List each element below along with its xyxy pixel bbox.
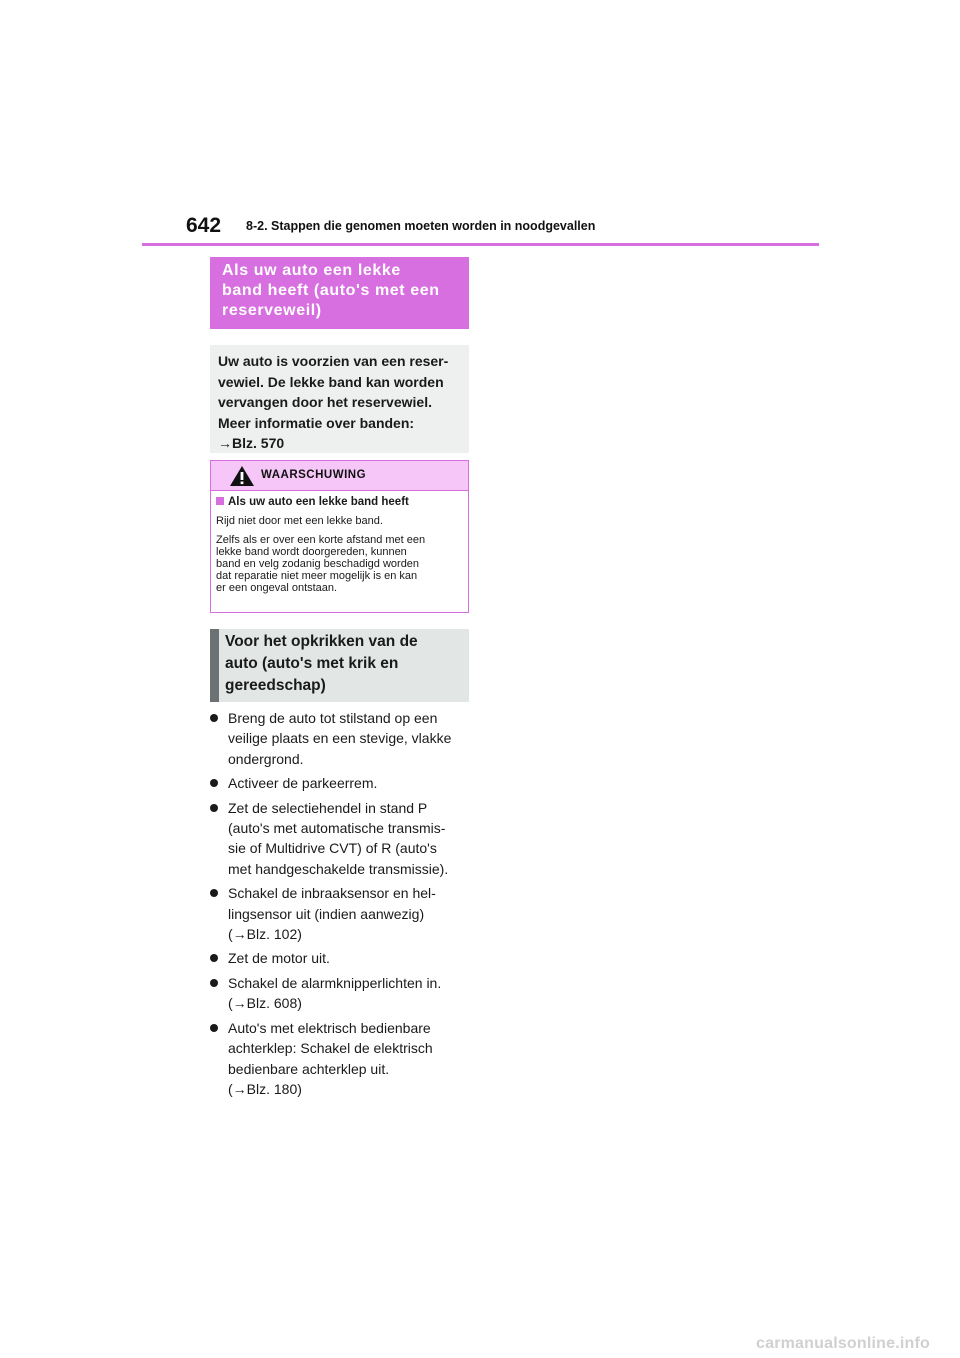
instruction-list [210,708,475,1103]
intro-line: vewiel. De lekke band kan worden [218,373,444,390]
bullet-icon [210,889,218,897]
warning-line: lekke band wordt doorgereden, kunnen [216,546,407,558]
heading-jacking-line: gereedschap) [225,677,326,694]
list-item-line: sie of Multidrive CVT) of R (auto's [228,840,437,857]
list-item-line: Zet de motor uit. [228,950,330,967]
list-item-page-reference: (→Blz. 608) [228,995,302,1012]
list-item-line: Schakel de alarmknipperlichten in. [228,975,442,992]
list-item [210,773,475,793]
list-item [210,973,475,1014]
header-divider [142,243,819,246]
warning-box [210,460,469,613]
list-item-line: bedienbare achterklep uit. [228,1060,390,1077]
page-number: 642 [186,214,222,237]
list-item-line: Schakel de inbraaksensor en hel- [228,885,436,902]
warning-paragraph [216,534,463,594]
intro-line: Uw auto is voorzien van een reser- [218,353,449,369]
warning-paragraph: Rijd niet door met een lekke band. [216,515,383,527]
heading-flat-tire [210,257,469,329]
warning-line: band en velg zodanig beschadigd worden [216,558,420,570]
bullet-icon [210,1024,218,1032]
heading-jacking-line: auto (auto's met krik en [225,655,399,672]
list-item-line: Breng de auto tot stilstand op een [228,710,438,726]
heading-flat-tire-line: reserveweil) [222,302,322,319]
list-item-line: Activeer de parkeerrem. [228,775,378,792]
list-item-page-reference: (→Blz. 102) [228,925,302,942]
bullet-icon [210,979,218,987]
list-item [210,883,475,944]
warning-line: Zelfs als er over een korte afstand met een [216,534,426,546]
warning-body [211,491,468,594]
bullet-icon [210,954,218,962]
heading-flat-tire-line: band heeft (auto's met een [222,282,440,299]
bullet-icon [210,804,218,812]
bullet-icon [210,779,218,787]
list-item-line: veilige plaats en een stevige, vlakke [228,730,452,747]
list-item [210,798,475,879]
list-item [210,708,475,769]
list-item [210,948,475,968]
list-item-line: met handgeschakelde transmissie). [228,860,449,877]
list-item-line: ondergrond. [228,750,304,767]
intro-page-reference: →Blz. 570 [218,435,285,451]
intro-line: Meer informatie over banden: [218,414,415,431]
list-item [210,1018,475,1099]
bullet-icon [210,714,218,722]
intro-box [210,345,469,453]
list-item-line: Zet de selectiehendel in stand P [228,799,428,816]
heading-flat-tire-line: Als uw auto een lekke [222,262,401,279]
list-item-line: lingsensor uit (indien aanwezig) [228,905,425,922]
square-bullet-icon [216,497,224,505]
heading-jacking [210,629,469,702]
warning-subheading-text: Als uw auto een lekke band heeft [228,496,409,508]
warning-subheading [216,495,463,510]
list-item-line: Auto's met elektrisch bedienbare [228,1019,431,1036]
warning-triangle-icon [229,465,255,487]
heading-jacking-line: Voor het opkrikken van de [225,633,418,650]
section-title: 8-2. Stappen die genomen moeten worden in noodgevallen [246,219,596,233]
list-item-page-reference: (→Blz. 180) [228,1080,302,1097]
list-item-line: achterklep: Schakel de elektrisch [228,1040,433,1057]
intro-line: vervangen door het reservewiel. [218,394,432,410]
warning-line: dat reparatie niet meer mogelijk is en kan [216,570,418,582]
watermark: carmanualsonline.info [756,1335,931,1352]
warning-line: er een ongeval ontstaan. [216,582,338,594]
list-item-line: (auto's met automatische transmis- [228,820,446,837]
warning-header [211,461,468,491]
warning-label: WAARSCHUWING [261,469,367,481]
